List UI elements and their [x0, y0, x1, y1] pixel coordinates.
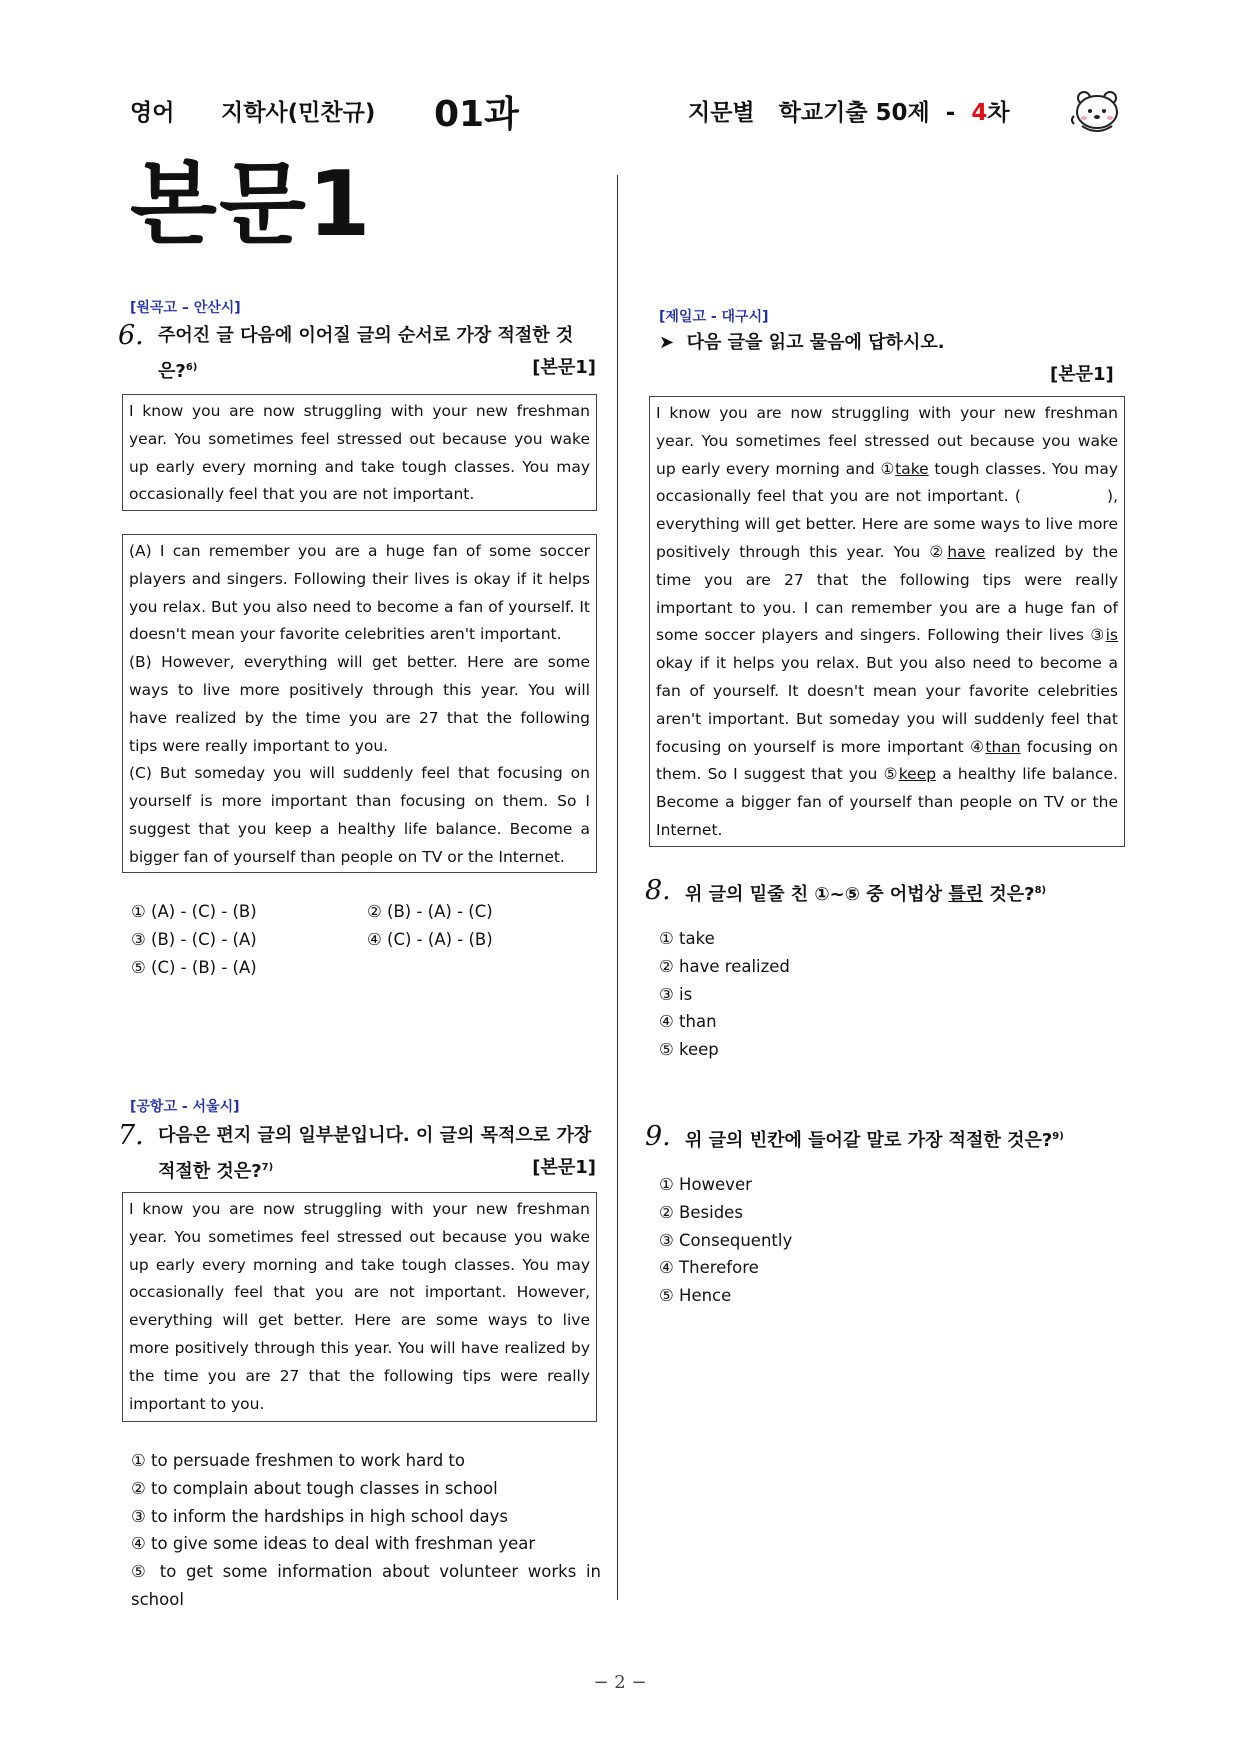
- q8-text-a: 위 글의 밑줄 친 ①~⑤ 중 어법상: [685, 884, 949, 905]
- q8-text-underlined: 틀린: [948, 884, 984, 905]
- mark-5: ⑤: [883, 765, 899, 784]
- q6-text-line1: 주어진 글 다음에 이어질 글의 순서로 가장 적절한 것: [158, 325, 574, 346]
- passage-text-2: tough classes. You may occasionally feel that you are not important. ( ), everything will get better. Here are some ways to live more positively through this year. You: [656, 459, 1123, 561]
- q9-option-4[interactable]: ④ Therefore: [659, 1258, 759, 1278]
- round-number: 4: [971, 100, 988, 126]
- q6-passage-box: [122, 534, 597, 873]
- mark-1: ①: [880, 459, 896, 478]
- q7-option-2[interactable]: ② to complain about tough classes in school: [131, 1478, 498, 1498]
- round-suffix: 차: [987, 100, 1010, 126]
- q8-options: [659, 925, 790, 1064]
- passage-text-1: I know you are now struggling with your new freshman year. You sometimes feel stressed out because you wake up early every morning and: [656, 404, 1118, 478]
- passage-text-3: realized by the time you are 27 that the following tips were really important to you. I can remember you are a huge fan of some soccer players and singers. Following their lives: [656, 542, 1118, 645]
- passage-text-5: focusing on them. So I suggest that you: [656, 737, 1118, 784]
- q7-option-5[interactable]: ⑤ to get some information about volunteer works in school: [131, 1562, 601, 1609]
- q6-footnote: 6): [185, 362, 198, 373]
- q7-tag: [본문1]: [532, 1157, 596, 1178]
- passage-text-6: a healthy life balance. Become a bigger fan of yourself than people on TV or the Internet.: [656, 765, 1118, 839]
- q6-tag: [본문1]: [532, 357, 596, 378]
- q8-option-2[interactable]: ② have realized: [659, 956, 790, 976]
- q9-number: 9.: [645, 1121, 671, 1152]
- underlined-is: is: [1105, 626, 1118, 645]
- q9-option-2[interactable]: ② Besides: [659, 1202, 743, 1222]
- q6-option-5[interactable]: ⑤ (C) - (B) - (A): [131, 958, 257, 977]
- mark-4: ④: [970, 737, 986, 756]
- q6-passage-b: (B) However, everything will get better. Here are some ways to live more positively through this year. You will have realized by the time you are 27 that the following tips were really important to you.: [129, 653, 590, 755]
- set-dash: -: [945, 100, 956, 126]
- q8-option-5[interactable]: ⑤ keep: [659, 1040, 719, 1060]
- q8-footnote: 8): [1034, 885, 1047, 896]
- header-set-title: [688, 94, 1010, 127]
- q7-number: 7.: [118, 1120, 144, 1151]
- underlined-keep: keep: [898, 765, 937, 784]
- q7-text-line2: 적절한 것은?: [158, 1161, 262, 1182]
- mark-3: ③: [1090, 626, 1106, 645]
- q9-options: [659, 1171, 792, 1310]
- right-passage-box: [649, 396, 1125, 847]
- q6-number: 6.: [118, 320, 144, 351]
- q6-passage-c: (C) But someday you will suddenly feel that focusing on yourself is more important than focusing on them. So I suggest that you keep a healthy life balance. Become a bigger fan of yourself than people on TV or the Internet.: [129, 764, 590, 866]
- header-subject: 영어: [130, 100, 175, 126]
- q7-option-3[interactable]: ③ to inform the hardships in high school days: [131, 1506, 509, 1526]
- right-source: [제일고 - 대구시]: [659, 309, 769, 325]
- q6-passage-a: (A) I can remember you are a huge fan of some soccer players and singers. Following their lives is okay if it helps you relax. But you also need to become a fan of yourself. It doesn't mean your favorite celebrities aren't important.: [129, 542, 590, 644]
- header-lesson: 01과: [434, 94, 519, 135]
- q9-option-1[interactable]: ① However: [659, 1175, 752, 1194]
- q7-footnote: 7): [261, 1162, 274, 1173]
- q8-text-b: 것은?: [983, 884, 1035, 905]
- q6-option-2[interactable]: ② (B) - (A) - (C): [367, 902, 493, 921]
- q8-option-3[interactable]: ③ is: [659, 984, 693, 1004]
- mark-2: ②: [929, 542, 948, 561]
- q6-intro-box: I know you are now struggling with your new freshman year. You sometimes feel stressed out because you wake up early every morning and take tough classes. You may occasionally feel that you are not important.: [122, 394, 597, 511]
- q7-text-line1: 다음은 편지 글의 일부분입니다. 이 글의 목적으로 가장: [158, 1125, 592, 1146]
- q6-option-1[interactable]: ① (A) - (C) - (B): [131, 902, 257, 921]
- q9-footnote: 9): [1052, 1131, 1064, 1142]
- q6-option-4[interactable]: ④ (C) - (A) - (B): [367, 930, 493, 949]
- q8-number: 8.: [645, 875, 671, 906]
- set-title: 지문별 학교기출 50제: [688, 100, 930, 126]
- q8-option-4[interactable]: ④ than: [659, 1012, 717, 1032]
- q6-option-3[interactable]: ③ (B) - (C) - (A): [131, 930, 257, 949]
- q7-option-4[interactable]: ④ to give some ideas to deal with freshman year: [131, 1534, 536, 1554]
- right-instruction: ➤ 다음 글을 읽고 물음에 답하시오.: [659, 332, 945, 353]
- right-tag: [본문1]: [1050, 364, 1114, 385]
- q6-text-line2: 은?: [158, 361, 186, 382]
- column-divider: [617, 175, 618, 1600]
- q8-option-1[interactable]: ① take: [659, 929, 715, 948]
- underlined-take: take: [895, 459, 929, 478]
- q7-passage-box: I know you are now struggling with your new freshman year. You sometimes feel stressed out because you wake up early every morning and take tough classes. You may occasionally feel that you are not important. However, everything will get better. Here are some ways to live more positively through this year. You will have realized by the time you are 27 that the following tips were really important to you.: [122, 1192, 597, 1422]
- q6-question: [118, 320, 596, 388]
- bear-mascot-icon: [1070, 86, 1126, 136]
- q7-options: [131, 1447, 601, 1614]
- q7-question: [118, 1120, 596, 1188]
- q9-option-3[interactable]: ③ Consequently: [659, 1230, 793, 1250]
- page-number: − 2 −: [593, 1672, 647, 1693]
- q8-question: [645, 875, 1046, 911]
- q7-source: [공항고 - 서울시]: [130, 1099, 240, 1115]
- underlined-have: have: [947, 542, 986, 561]
- q9-text: 위 글의 빈칸에 들어갈 말로 가장 적절한 것은?: [685, 1130, 1053, 1151]
- header-publisher: 지학사(민찬규): [221, 100, 376, 126]
- passage-text-4: okay if it helps you relax. But you also need to become a fan of yourself. It doesn't mean your favorite celebrities aren't important. But someday you will suddenly feel that focusing on yourself is more important: [656, 654, 1118, 756]
- section-title: 본문1: [130, 152, 373, 257]
- q9-question: [645, 1121, 1064, 1157]
- q9-option-5[interactable]: ⑤ Hence: [659, 1286, 732, 1306]
- q7-option-1[interactable]: ① to persuade freshmen to work hard to: [131, 1451, 465, 1470]
- q6-source: [원곡고 – 안산시]: [130, 300, 241, 316]
- underlined-than: than: [985, 737, 1021, 756]
